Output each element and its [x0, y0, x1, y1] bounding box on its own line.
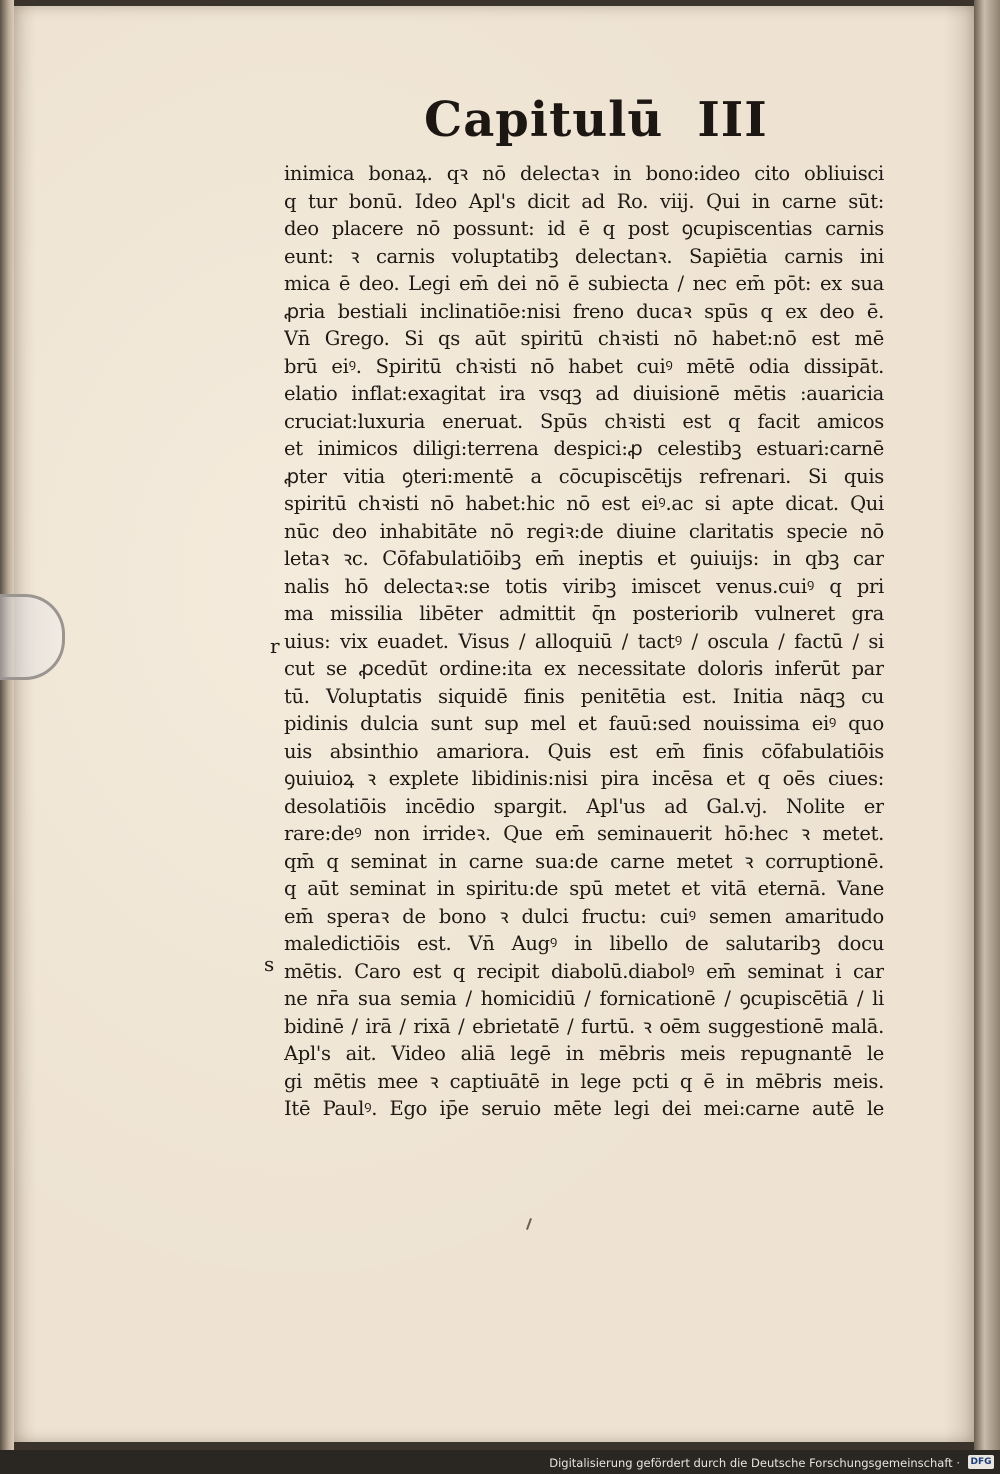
text-line: ꝓria bestiali inclinatiōe:nisi freno ducaꝛ spūs q ex deo ē. [284, 299, 884, 323]
text-line: qm̄ q seminat in carne sua:de carne metet ꝛ corruptionē. [284, 849, 884, 873]
text-line: cut se ꝓcedūt ordine:ita ex necessitate doloris inferūt par [284, 657, 884, 680]
text-line: ne nr̄a sua semia / homicidiū / fornicationē / ꝯcupiscētiā / li [284, 987, 884, 1010]
chapter-title: Capitulū [424, 92, 664, 148]
text-line: elatio inflat:exagitat ira vsqꝫ ad diuisionē mētis :auaricia [284, 382, 884, 405]
text-line: rare:deꝰ non irrideꝛ. Que em̄ seminauerit hō:hec ꝛ metet. [284, 822, 884, 845]
text-line: q aūt seminat in spiritu:de spū metet et vitā eternā. Vane [284, 877, 884, 900]
text-line: ꝯuiuioꝝ ꝛ explete libidinis:nisi pira incēsa et q oēs ciues: [284, 767, 884, 790]
text-line: nalis hō delectaꝛ:se totis viribꝫ imiscet venus.cuiꝰ q pri [284, 574, 884, 598]
text-line: Vn̄ Grego. Si qs aūt spiritū chꝛisti nō habet:nō est mē [284, 327, 884, 350]
text-line: gi mētis mee ꝛ captiuātē in lege pcti q ē in mēbris meis. [284, 1069, 884, 1093]
text-line: mica ē deo. Legi em̄ dei nō ē subiecta / nec em̄ pōt: ex sua [284, 272, 884, 295]
text-line: uius: vix euadet. Visus / alloquiū / tactꝰ / oscula / factū / si [284, 629, 884, 653]
text-line: ꝓter vitia ꝯteri:mentē a cōcupiscētijs refrenari. Si quis [284, 464, 884, 488]
text-line: mētis. Caro est q recipit diabolū.diabolꝰ em̄ seminat i car [284, 959, 884, 983]
text-line: ma missilia libēter admittit q̄n posteriorib vulneret gra [284, 602, 884, 625]
text-line: pidinis dulcia sunt sup mel et fauū:sed nouissima eiꝰ quo [284, 712, 884, 735]
text-line: et inimicos diligi:terrena despici:ꝓ celestibꝫ estuari:carnē [284, 437, 884, 460]
text-line: brū eiꝰ. Spiritū chꝛisti nō habet cuiꝰ mētē odia dissipāt. [284, 354, 884, 378]
text-line: q tur bonū. Ideo Apl's dicit ad Ro. viij. Qui in carne sūt: [284, 189, 884, 213]
left-page-edge [0, 0, 14, 1450]
chapter-number: III [697, 92, 768, 148]
margin-note-r: r [270, 634, 280, 658]
text-line: desolatiōis incēdio spargit. Apl'us ad Gal.vj. Nolite er [284, 794, 884, 818]
text-line: eunt: ꝛ carnis voluptatibꝫ delectanꝛ. Sapiētia carnis ini [284, 244, 884, 268]
right-binding-edge [974, 0, 1000, 1450]
text-line: Itē Paulꝰ. Ego ip̄e seruio mēte legi dei mei:carne autē le [284, 1097, 884, 1120]
footer-credit: Digitalisierung gefördert durch die Deutsche Forschungsgemeinschaft · [549, 1456, 960, 1470]
text-line: spiritū chꝛisti nō habet:hic nō est eiꝰ.ac si apte dicat. Qui [284, 492, 884, 515]
text-line: Apl's ait. Video aliā legē in mēbris meis repugnantē le [284, 1042, 884, 1065]
text-line: em̄ speraꝛ de bono ꝛ dulci fructu: cuiꝰ semen amaritudo [284, 904, 884, 928]
text-line: letaꝛ ꝛc. Cōfabulatiōibꝫ em̄ ineptis et ꝯuiuijs: in qbꝫ car [284, 547, 884, 570]
text-line: maledictiōis est. Vn̄ Augꝰ in libello de salutaribꝫ docu [284, 932, 884, 955]
margin-note-s: s [264, 952, 275, 976]
dfg-logo: DFG [968, 1455, 994, 1469]
text-line: bidinē / irā / rixā / ebrietatē / furtū. ꝛ oēm suggestionē malā. [284, 1014, 884, 1038]
text-line: cruciat:luxuria eneruat. Spūs chꝛisti est q facit amicos [284, 409, 884, 433]
text-body [284, 160, 884, 1123]
text-line: uis absinthio amariora. Quis est em̄ finis cōfabulatiōis [284, 739, 884, 763]
text-line: inimica bonaꝝ. qꝛ nō delectaꝛ in bono:ideo cito obliuisci [284, 162, 884, 185]
text-line: nūc deo inhabitāte nō regiꝛ:de diuine claritatis specie nō [284, 519, 884, 543]
text-line: tū. Voluptatis siquidē finis penitētia est. Initia nāqꝫ cu [284, 684, 884, 708]
text-line: deo placere nō possunt: id ē q post ꝯcupiscentias carnis [284, 217, 884, 240]
chapter-heading [424, 92, 824, 162]
digitization-footer [0, 1450, 1000, 1474]
